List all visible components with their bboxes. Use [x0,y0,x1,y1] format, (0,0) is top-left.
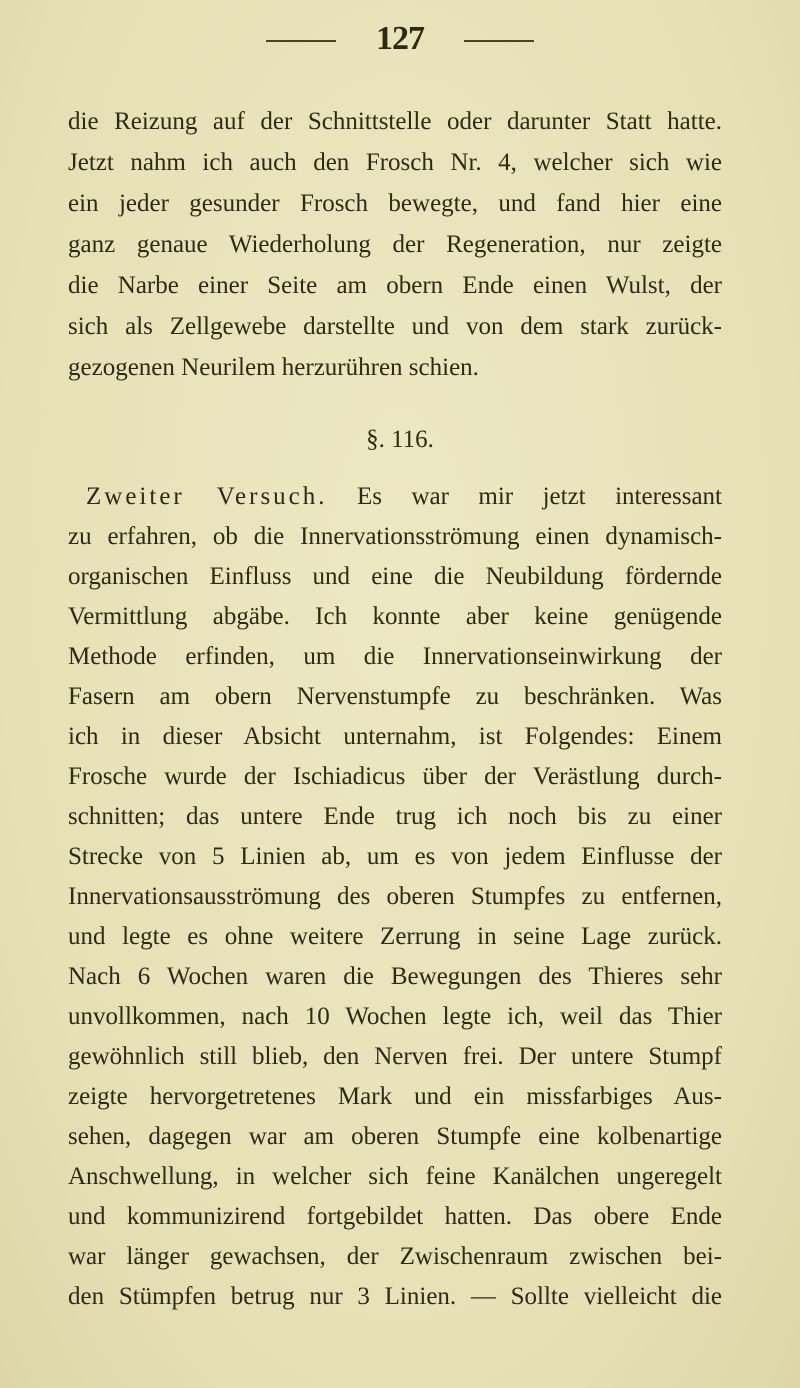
text-line: Anschwellung, in welcher sich feine Kanälchen ungeregelt [68,1163,722,1190]
text-line: und legte es ohne weitere Zerrung in seine Lage zurück. [68,923,722,950]
section-heading: §. 116. [366,426,434,453]
text-line: ein jeder gesunder Frosch bewegte, und fand hier eine [68,190,722,217]
text-line: Jetzt nahm ich auch den Frosch Nr. 4, welcher sich wie [68,149,722,176]
text-line: schnitten; das untere Ende trug ich noch bis zu einer [68,803,722,830]
text-line: Methode erfinden, um die Innervationseinwirkung der [68,643,722,670]
text-line: zu erfahren, ob die Innervationsströmung einen dynamisch- [68,523,722,550]
header-rule-right [464,40,534,42]
page-header [0,20,800,58]
text-line: die Reizung auf der Schnittstelle oder darunter Statt hatte. [68,108,722,135]
text-line: Nach 6 Wochen waren die Bewegungen des Thieres sehr [68,963,722,990]
text-line: und kommunizirend fortgebildet hatten. Das obere Ende [68,1203,722,1230]
text-line: unvollkommen, nach 10 Wochen legte ich, weil das Thier [68,1003,722,1030]
text-line: gezogenen Neurilem herzurühren schien. [68,354,479,381]
text-line: gewöhnlich still blieb, den Nerven frei. Der untere Stumpf [68,1043,722,1070]
text-line: Strecke von 5 Linien ab, um es von jedem Einflusse der [68,843,722,870]
text-line: Vermittlung abgäbe. Ich konnte aber keine genügende [68,603,722,630]
text-span: Es war mir jetzt interessant [357,483,722,510]
text-line: ich in dieser Absicht unternahm, ist Folgendes: Einem [68,723,722,750]
text-line: Innervationsausströmung des oberen Stumpfes zu entfernen, [68,883,722,910]
text-line: zeigte hervorgetretenes Mark und ein missfarbiges Aus- [68,1083,722,1110]
page-number: 127 [376,20,424,57]
experiment-title: Zweiter Versuch. [86,483,328,510]
text-line: Fasern am obern Nervenstumpfe zu beschränken. Was [68,683,722,710]
text-line: den Stümpfen betrug nur 3 Linien. — Sollte vielleicht die [68,1283,722,1310]
text-line: ganz genaue Wiederholung der Regeneration, nur zeigte [68,231,722,258]
text-line: Frosche wurde der Ischiadicus über der Verästlung durch- [68,763,722,790]
text-line: die Narbe einer Seite am obern Ende einen Wulst, der [68,272,722,299]
text-line: sehen, dagegen war am oberen Stumpfe eine kolbenartige [68,1123,722,1150]
text-line: war länger gewachsen, der Zwischenraum zwischen bei- [68,1243,722,1270]
text-line: organischen Einfluss und eine die Neubildung fördernde [68,563,722,590]
text-line: sich als Zellgewebe darstellte und von dem stark zurück- [68,313,722,340]
header-rule-left [266,40,336,42]
text-line [86,477,722,517]
